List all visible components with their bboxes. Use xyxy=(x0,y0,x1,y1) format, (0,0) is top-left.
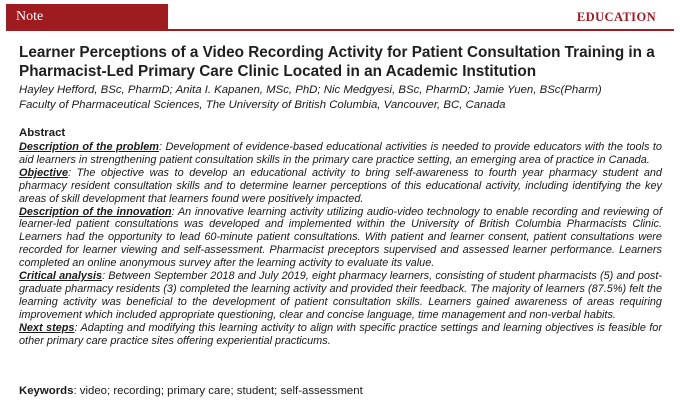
abstract-critical-analysis: Critical analysis: Between September 2018 and July 2019, eight pharmacy learners, consisting of student pharmacists (5) and post-graduate pharmacy residents (3) completed the learning activity and provided their feedback. The majority of learners (87.5%) felt the learning activity was beneficial to the development of patient consultation skills. Learners gained awareness of areas requiring improvement which included appropriate questioning, clear and concise language, time management and non-verbal habits. xyxy=(19,270,663,321)
keywords-text: : video; recording; primary care; student; self-assessment xyxy=(73,385,363,397)
section-label: EDUCATION xyxy=(576,10,656,24)
keywords-label: Keywords xyxy=(19,385,74,397)
article-header-bar xyxy=(6,4,674,31)
abstract-body xyxy=(19,141,662,348)
abstract-section-label: Description of the innovation xyxy=(19,205,172,218)
keywords-line xyxy=(19,385,363,397)
abstract-section-text: The objective was to develop an educational activity to bring self-awareness to fourth year pharmacy student and pharmacy resident consultation skills and to determine learner perceptions of this educational activity, including identifying the key areas of skill development that learners found were positively impacted. xyxy=(19,166,662,205)
author-list: Hayley Hefford, BSc, PharmD; Anita I. Kapanen, MSc, PhD; Nic Medgyesi, BSc, PharmD; Jamie Yuen, BSc(Pharm) xyxy=(19,84,602,96)
abstract-innovation: Description of the innovation: An innovative learning activity utilizing audio-video technology to enable recording and reviewing of learner-led patient consultations was developed and implemented within the University of British Columbia Pharmacists Clinic. Learners had the opportunity to lead 60-minute patient consultations. With patient and learner consent, patient consultations were recorded for learner viewing and self-assessment. Pharmacist preceptors supervised and assessed learner performance. Learners completed an online anonymous survey after the learning activity to evaluate its value. xyxy=(19,205,662,270)
abstract-section-label: Objective xyxy=(19,166,69,179)
affiliation: Faculty of Pharmaceutical Sciences, The University of British Columbia, Vancouver, BC, Canada xyxy=(19,99,506,111)
abstract-heading: Abstract xyxy=(19,127,66,139)
abstract-section-text: Between September 2018 and July 2019, eight pharmacy learners, consisting of student pharmacists (5) and post-graduate pharmacy residents (3) completed the learning activity and provided their feedback. The majority of learners (87.5%) felt the learning activity was beneficial to the development of patient consultation skills. Learners gained awareness of areas requiring improvement which included appropriate questioning, clear and concise language, time management and non-verbal habits. xyxy=(19,270,663,321)
abstract-section-label: Critical analysis xyxy=(19,270,103,283)
abstract-problem: Description of the problem: Development of evidence-based educational activities is needed to provide educators with the tools to aid learners in strengthening patient consultation skills in the primary care practice setting, an emerging area of practice in Canada. xyxy=(19,141,662,166)
abstract-section-text: Adapting and modifying this learning activity to align with specific practice settings and learning objectives is feasible for other primary care practice sites offering experiential practicums. xyxy=(19,321,662,347)
abstract-section-label: Description of the problem xyxy=(19,141,159,153)
abstract-next-steps: Next steps: Adapting and modifying this learning activity to align with specific practice settings and learning objectives is feasible for other primary care practice sites offering experiential practicums. xyxy=(19,321,662,347)
note-tab: Note xyxy=(6,4,168,29)
article-title: Learner Perceptions of a Video Recording Activity for Patient Consultation Training in a Pharmacist-Led Primary Care Clinic Located in an Academic Institution xyxy=(19,44,655,80)
abstract-section-text: Development of evidence-based educational activities is needed to provide educators with the tools to aid learners in strengthening patient consultation skills in the primary care practice setting, an emerging area of practice in Canada. xyxy=(19,141,662,166)
abstract-section-text: An innovative learning activity utilizing audio-video technology to enable recording and reviewing of learner-led patient consultations was developed and implemented within the University of British Columbia Pharmacists Clinic. Learners had the opportunity to lead 60-minute patient consultations. With patient and learner consent, patient consultations were recorded for learner viewing and self-assessment. Pharmacist preceptors supervised and assessed learner performance. Learners completed an online anonymous survey after the learning activity to evaluate its value. xyxy=(19,205,662,270)
abstract-objective: Objective: The objective was to develop an educational activity to bring self-awareness to fourth year pharmacy student and pharmacy resident consultation skills and to determine learner perceptions of this educational activity, including identifying the key areas of skill development that learners found were positively impacted. xyxy=(19,166,662,205)
abstract-section-label: Next steps xyxy=(19,321,75,334)
